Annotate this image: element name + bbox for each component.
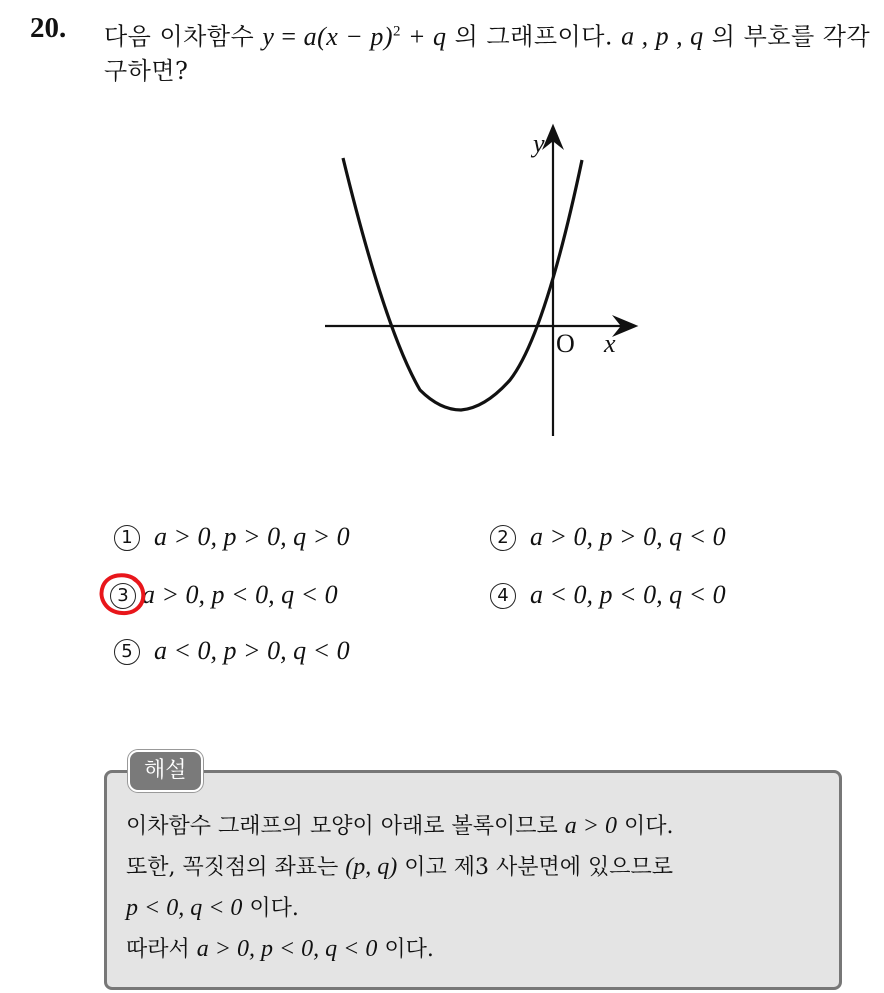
question-text-before: 다음 이차함수 [104, 22, 263, 51]
x-axis-label: x [604, 329, 616, 358]
choice-text-5: a < 0, p > 0, q < 0 [154, 636, 350, 665]
parabola-graph [300, 120, 660, 450]
question-text-after: 의 그래프이다. [446, 22, 622, 51]
question-text-end: 의 부호를 각각 구하면? [104, 22, 871, 85]
choice-mark-1: 1 [114, 525, 140, 551]
choice-1[interactable] [114, 520, 350, 554]
solution-line-4: 따라서 a > 0, p < 0, q < 0 이다. [126, 936, 434, 962]
question-vars: a , p , q [621, 21, 704, 51]
solution-line-2: 또한, 꼭짓점의 좌표는 (p, q) 이고 제3 사분면에 있으므로 [126, 854, 673, 880]
parabola-curve [343, 158, 582, 410]
choice-4[interactable] [490, 578, 726, 612]
solution-line-1: 이차함수 그래프의 모양이 아래로 볼록이므로 a > 0 이다. [126, 813, 674, 839]
choice-mark-5: 5 [114, 639, 140, 665]
solution-text [126, 806, 673, 970]
choice-text-2: a > 0, p > 0, q < 0 [530, 522, 726, 551]
choice-mark-4: 4 [490, 583, 516, 609]
origin-label: O [556, 329, 575, 358]
choice-mark-2: 2 [490, 525, 516, 551]
choice-text-4: a < 0, p < 0, q < 0 [530, 580, 726, 609]
y-axis-label: y [533, 129, 545, 158]
choice-text-1: a > 0, p > 0, q > 0 [154, 522, 350, 551]
question-formula: $y = a(x - p)^2 + q$ [262, 21, 447, 51]
question-text [104, 14, 874, 88]
answer-selection-circle [96, 570, 150, 620]
choice-5[interactable] [114, 634, 350, 668]
solution-line-3: p < 0, q < 0 이다. [126, 895, 299, 921]
choice-text-3: a > 0, p < 0, q < 0 [142, 580, 338, 609]
question-number: 20. [30, 12, 67, 44]
solution-tag: 해설 [128, 750, 203, 792]
choice-2[interactable] [490, 520, 726, 554]
choice-mark-3: 3 [110, 583, 136, 609]
